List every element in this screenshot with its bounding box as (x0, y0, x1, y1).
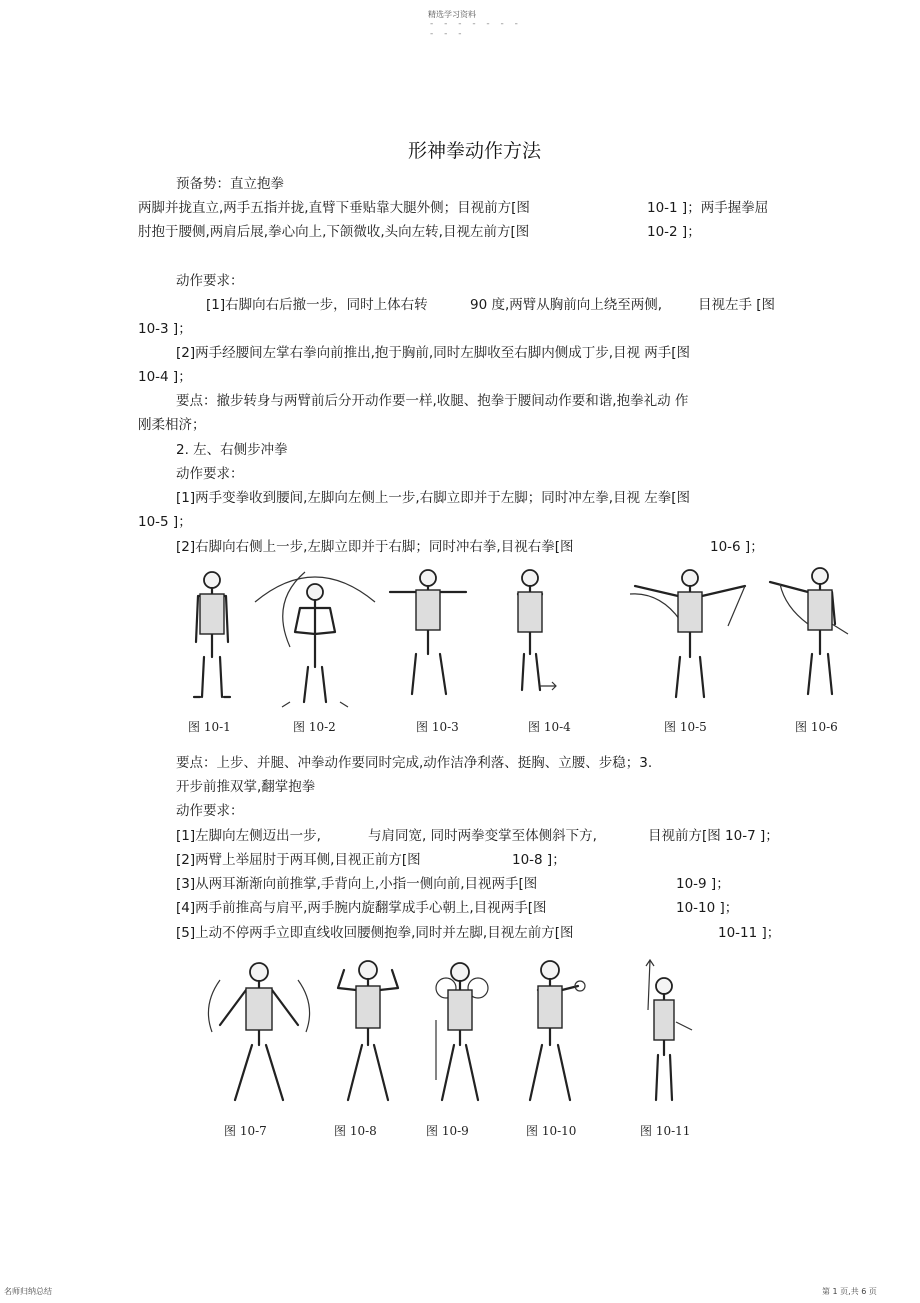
figure-caption: 图 10-2 (293, 720, 336, 734)
paragraph-line: 要点：撤步转身与两臂前后分开动作要一样,收腿、抱拳于腰间动作要和谐,抱拳礼动 作 (176, 393, 689, 409)
paragraph-line: 10-11 ]； (718, 925, 781, 941)
figure-caption: 图 10-4 (528, 720, 571, 734)
paragraph-line: 10-3 ]； (138, 321, 192, 337)
page-title: 形神拳动作方法 (408, 140, 542, 162)
paragraph-line: 90 度,两臂从胸前向上绕至两侧, (470, 297, 663, 313)
figure-caption: 图 10-6 (795, 720, 838, 734)
paragraph-line: 刚柔相济； (138, 417, 206, 433)
figure-row-2 (180, 950, 720, 1120)
figure-10-7-illustration (208, 963, 309, 1100)
paragraph-line: [2]两臂上举屈肘于两耳侧,目视正前方[图 (176, 852, 421, 868)
figure-10-8-illustration (338, 961, 398, 1100)
header-dashes: - - - - - - - (430, 19, 522, 29)
figure-10-11-illustration (646, 960, 692, 1100)
paragraph-line: [3]从两耳渐渐向前推掌,手背向上,小指一侧向前,目视两手[图 (176, 876, 538, 892)
figure-caption: 图 10-5 (664, 720, 707, 734)
figure-10-1-illustration (194, 572, 230, 697)
footer-left: 名师归纳总结 (4, 1287, 52, 1296)
paragraph-line: 10-10 ]； (676, 900, 739, 916)
paragraph-line: 预备势：直立抱拳 (176, 176, 284, 192)
paragraph-line: [2]两手经腰间左掌右拳向前推出,抱于胸前,同时左脚收至右脚内侧成丁步,目视 两手[图 (176, 345, 691, 361)
paragraph-line: 肘抱于腰侧,两肩后展,拳心向上,下颌微收,头向左转,目视左前方[图 (138, 224, 530, 240)
header-dashes-2: - - - (430, 29, 466, 39)
figure-10-5-illustration (630, 570, 745, 697)
paragraph-line: [1]两手变拳收到腰间,左脚向左侧上一步,右脚立即并于左脚；同时冲左拳,目视 左拳[图 (176, 490, 691, 506)
paragraph-line: 10-8 ]； (512, 852, 566, 868)
paragraph-line: 10-4 ]； (138, 369, 192, 385)
paragraph-line: 10-9 ]； (676, 876, 730, 892)
page-number: 第 1 页,共 6 页 (822, 1287, 877, 1296)
section-heading: 动作要求： (176, 803, 244, 819)
paragraph-line: 10-1 ]；两手握拳屈 (647, 200, 769, 216)
section-heading: 动作要求： (176, 466, 244, 482)
paragraph-line: [2]右脚向右侧上一步,左脚立即并于右脚；同时冲右拳,目视右拳[图 (176, 539, 574, 555)
paragraph-line: 10-6 ]； (710, 539, 764, 555)
paragraph-line: 10-5 ]； (138, 514, 192, 530)
header-label: 精选学习资料 (428, 10, 476, 19)
paragraph-line: 目视前方[图 10-7 ]； (648, 828, 779, 844)
paragraph-line: [4]两手前推高与肩平,两手腕内旋翻掌成手心朝上,目视两手[图 (176, 900, 547, 916)
paragraph-line: [1]左脚向左侧迈出一步, (176, 828, 321, 844)
paragraph-line: 与肩同宽, 同时两拳变掌至体侧斜下方, (368, 828, 597, 844)
figure-10-9-illustration (436, 963, 488, 1100)
paragraph-line: [1]右脚向右后撤一步，同时上体右转 (206, 297, 428, 313)
paragraph-line: 10-2 ]； (647, 224, 701, 240)
figure-caption: 图 10-9 (426, 1124, 469, 1138)
paragraph-line: [5]上动不停两手立即直线收回腰侧抱拳,同时并左脚,目视左前方[图 (176, 925, 574, 941)
figure-caption: 图 10-3 (416, 720, 459, 734)
section-heading: 2. 左、右侧步冲拳 (176, 442, 288, 458)
figure-10-4-illustration (518, 570, 556, 690)
figure-caption: 图 10-1 (188, 720, 231, 734)
figure-row-1 (180, 562, 870, 742)
figure-10-6-illustration (770, 568, 848, 694)
paragraph-line: 开步前推双掌,翻掌抱拳 (176, 779, 316, 795)
figure-10-3-illustration (390, 570, 466, 694)
section-heading: 动作要求： (176, 273, 244, 289)
figure-10-10-illustration (530, 961, 585, 1100)
figure-caption: 图 10-8 (334, 1124, 377, 1138)
figure-caption: 图 10-7 (224, 1124, 267, 1138)
figure-caption: 图 10-10 (526, 1124, 577, 1138)
paragraph-line: 要点：上步、并腿、冲拳动作要同时完成,动作洁净利落、挺胸、立腰、步稳；3. (176, 755, 653, 771)
paragraph-line: 目视左手 [图 (698, 297, 776, 313)
paragraph-line: 两脚并拢直立,两手五指并拢,直臂下垂贴靠大腿外侧；目视前方[图 (138, 200, 530, 216)
figure-10-2-illustration (255, 572, 375, 707)
figure-caption: 图 10-11 (640, 1124, 691, 1138)
